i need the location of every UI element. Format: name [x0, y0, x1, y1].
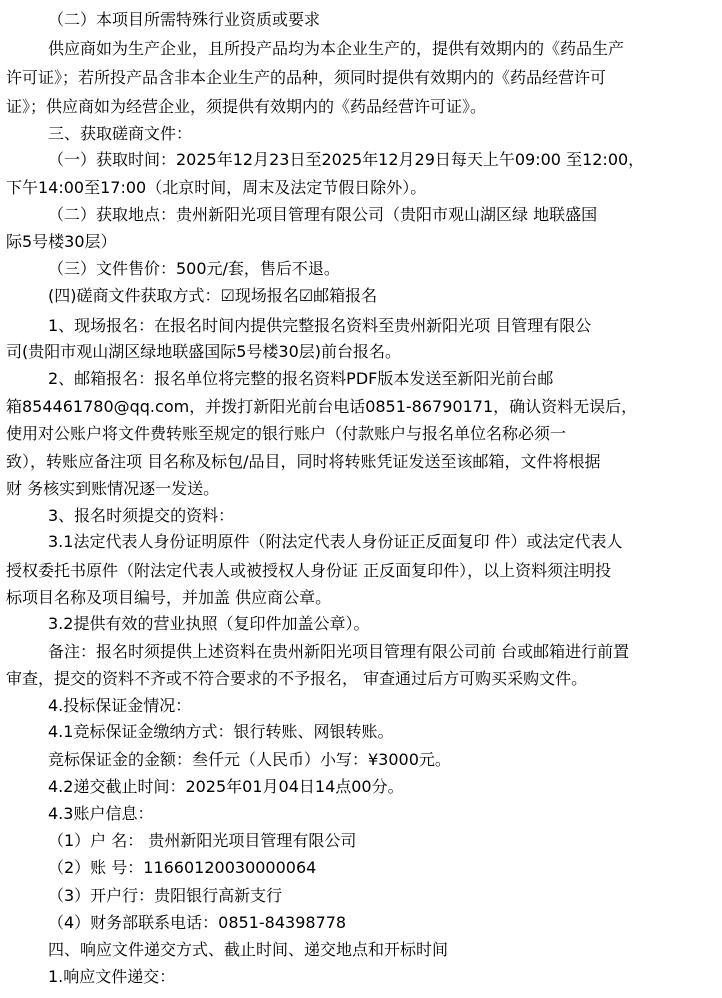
text-line-34: （4）财务部联系电话：0851-84398778 — [48, 913, 347, 932]
text-line-19: 3、报名时须提交的资料： — [48, 506, 235, 525]
text-line-5: 三、获取磋商文件： — [48, 124, 193, 143]
text-line-10: （三）文件售价：500元/套，售后不退。 — [48, 259, 340, 278]
text-line-12: 1、现场报名：在报名时间内提供完整报名资料至贵州新阳光项 目管理有限公 — [48, 316, 592, 335]
text-line-16: 使用对公账户将文件费转账至规定的银行账户（付款账户与报名单位名称必须一 — [6, 424, 567, 443]
text-line-28: 竞标保证金的金额：叁仟元（人民币）小写：¥3000元。 — [48, 750, 451, 769]
text-line-3: 许可证》；若所投产品含非本企业生产的品种，须同时提供有效期内的《药品经营许可 — [6, 68, 607, 87]
text-line-36: 1.响应文件递交： — [48, 967, 176, 986]
text-line-27: 4.1竞标保证金缴纳方式：银行转账、网银转账。 — [48, 722, 394, 741]
text-line-35: 四、响应文件递交方式、截止时间、递交地点和开标时间 — [48, 940, 449, 959]
text-line-20: 3.1法定代表人身份证明原件（附法定代表人身份证正反面复印 件）或法定代表人 — [48, 532, 623, 551]
text-line-4: 证》；供应商如为经营企业，须提供有效期内的《药品经营许可证》。 — [6, 97, 487, 116]
text-line-21: 授权委托书原件（附法定代表人或被授权人身份证 正反面复印件），以上资料须注明投 — [6, 561, 612, 580]
text-line-26: 4.投标保证金情况： — [48, 696, 192, 715]
text-line-1: （二）本项目所需特殊行业资质或要求 — [48, 10, 321, 29]
text-line-14: 2、邮箱报名：报名单位将完整的报名资料PDF版本发送至新阳光前台邮 — [48, 369, 554, 388]
text-line-13: 司(贵阳市观山湖区绿地联盛国际5号楼30层)前台报名。 — [6, 342, 402, 361]
text-line-18: 财 务核实到账情况逐一发送。 — [6, 479, 220, 498]
text-line-24: 备注：报名时须提供上述资料在贵州新阳光项目管理有限公司前 台或邮箱进行前置 — [48, 642, 630, 661]
text-line-29: 4.2递交截止时间：2025年01月04日14点00分。 — [48, 777, 404, 796]
text-line-15: 箱854461780@qq.com，并拨打新阳光前台电话0851-86790171，确认资料无误后， — [6, 397, 638, 416]
text-line-30: 4.3账户信息： — [48, 804, 154, 823]
text-line-31: （1）户 名： 贵州新阳光项目管理有限公司 — [48, 831, 357, 850]
text-line-32: （2）账 号：11660120030000064 — [48, 858, 317, 877]
text-line-7: 下午14:00至17:00（北京时间，周末及法定节假日除外）。 — [6, 178, 427, 197]
text-line-33: （3）开户行：贵阳银行高新支行 — [48, 886, 283, 905]
text-line-9: 际5号楼30层） — [6, 232, 117, 251]
text-line-17: 致），转账应备注项 目名称及标包/品目，同时将转账凭证发送至该邮箱，文件将根据 — [6, 452, 601, 471]
text-line-22: 标项目名称及项目编号，并加盖 供应商公章。 — [6, 588, 332, 607]
text-line-8: （二）获取地点：贵州新阳光项目管理有限公司（贵阳市观山湖区绿 地联盛国 — [48, 205, 598, 224]
text-line-6: （一）获取时间：2025年12月23日至2025年12月29日每天上午09:00 至12:00， — [48, 150, 645, 169]
text-line-2: 供应商如为生产企业，且所投产品均为本企业生产的，提供有效期内的《药品生产 — [48, 39, 625, 58]
text-line-25: 审查，提交的资料不齐或不符合要求的不予报名， 审查通过后方可购买采购文件。 — [6, 669, 588, 688]
text-line-11: (四)磋商文件获取方式：☑现场报名☑邮箱报名 — [48, 286, 378, 305]
text-line-23: 3.2提供有效的营业执照（复印件加盖公章）。 — [48, 614, 370, 633]
